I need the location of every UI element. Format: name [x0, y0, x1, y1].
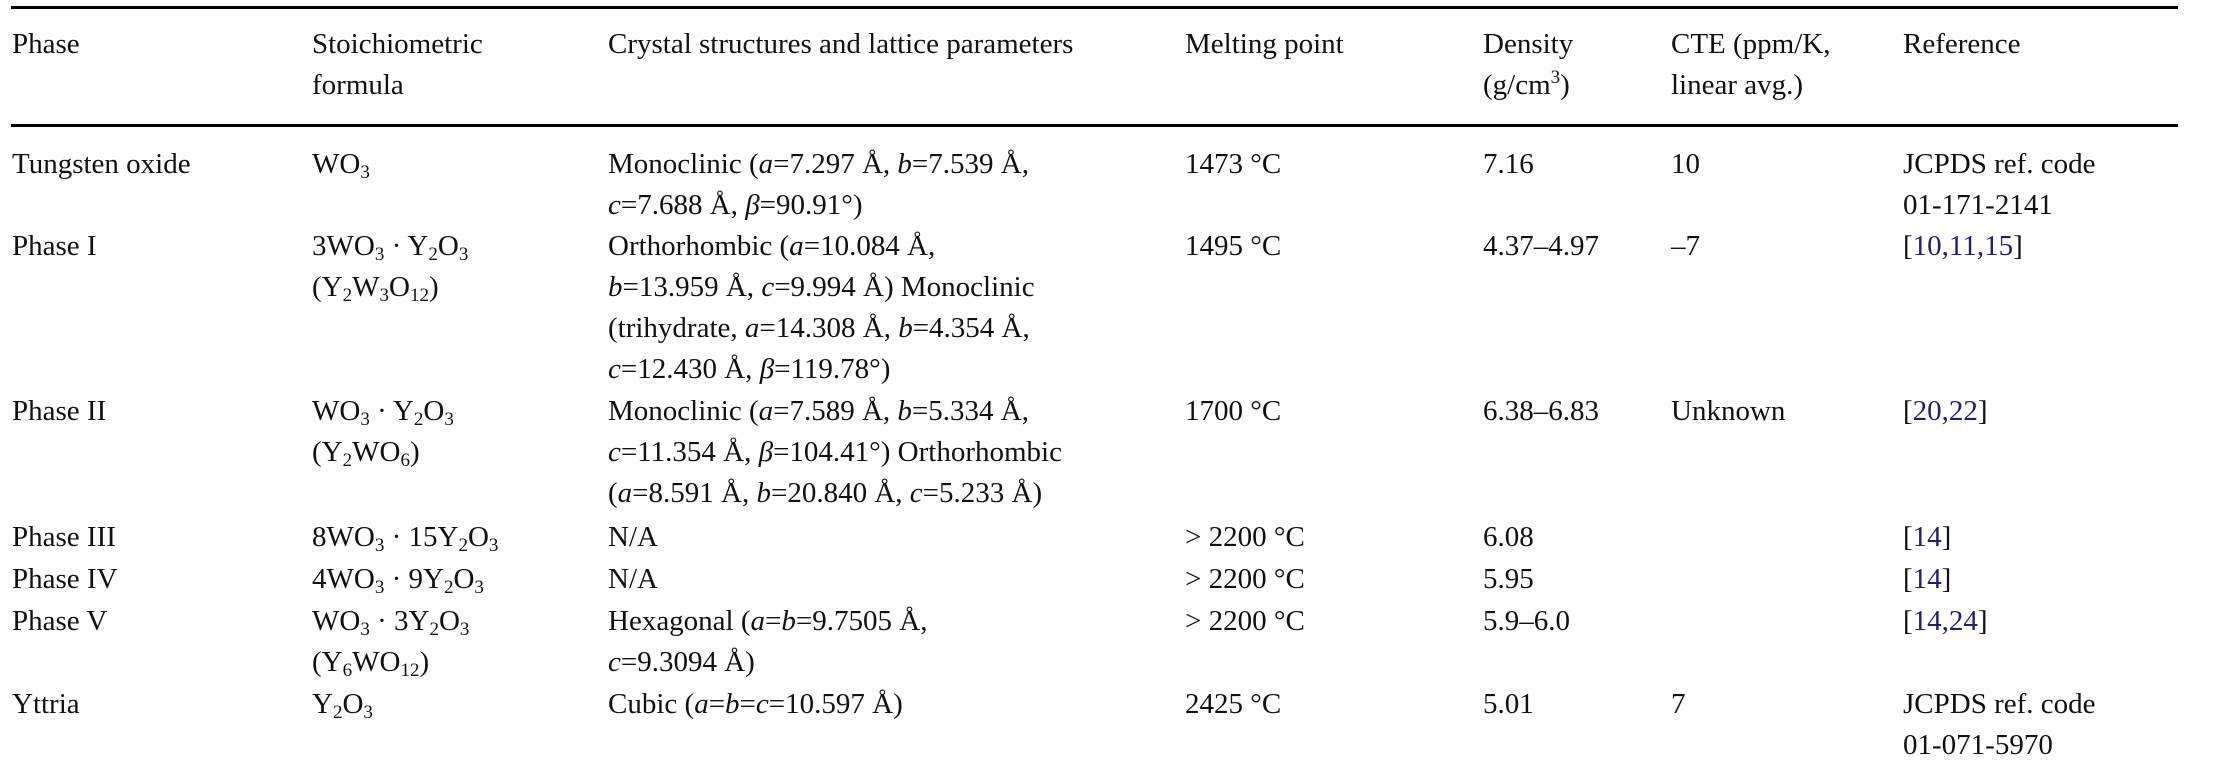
text-segment: [: [1903, 230, 1913, 262]
cell-reference: [1903, 517, 1951, 558]
text-segment: 10: [1671, 148, 1700, 180]
text-segment: [: [1903, 395, 1913, 427]
cell-melting-point: [1185, 684, 1281, 725]
cell-line: [1483, 559, 1534, 600]
text-segment: (trihydrate,: [608, 312, 745, 344]
subscript: 2: [429, 619, 439, 640]
text-segment: c: [909, 477, 923, 509]
header-formula: [312, 24, 483, 106]
cell-line: [1671, 684, 1686, 725]
text-segment: ]: [1941, 563, 1952, 595]
cell-formula: [312, 226, 468, 308]
cell-line: [12, 601, 107, 642]
text-segment: 5.95: [1483, 563, 1534, 595]
header-melting-point: [1185, 24, 1344, 65]
cell-line: [312, 601, 469, 642]
text-segment: · Y: [369, 395, 414, 427]
cell-line: [1671, 144, 1700, 185]
text-segment: –7: [1671, 230, 1700, 262]
cell-line: [1185, 144, 1281, 185]
text-segment: =119.78°): [774, 353, 891, 385]
cell-line: [1185, 684, 1281, 725]
table-header-rule: [11, 124, 2178, 127]
header-crystal: [608, 24, 1073, 65]
text-segment: c: [608, 189, 621, 221]
header-reference: [1903, 24, 2021, 65]
text-segment: a: [617, 477, 633, 509]
text-segment: WO: [312, 605, 361, 637]
subscript: 2: [443, 577, 454, 598]
text-segment: Monoclinic (: [608, 148, 759, 180]
cell-phase: [12, 559, 118, 600]
header-text: (g/cm: [1483, 69, 1551, 101]
subscript: 2: [428, 244, 438, 265]
text-segment: WO: [312, 148, 361, 180]
text-segment: ]: [1977, 395, 1988, 427]
text-segment: ): [409, 436, 420, 468]
text-segment: =8.591 Å,: [632, 477, 757, 509]
text-segment: b: [898, 312, 913, 344]
cell-line: [1483, 391, 1599, 432]
text-segment: b: [756, 477, 771, 509]
text-segment: =9.3094 Å): [620, 646, 755, 678]
subscript: 3: [374, 577, 385, 598]
text-segment: c: [761, 271, 775, 303]
text-segment: 01-171-2141: [1903, 189, 2053, 221]
text-segment: =14.308 Å,: [759, 312, 899, 344]
text-segment: (Y: [312, 436, 343, 468]
text-segment: b: [781, 605, 796, 637]
cell-reference: [1903, 601, 1988, 642]
text-segment: ]: [1941, 521, 1952, 553]
text-segment: O: [467, 521, 489, 553]
text-segment: b: [897, 148, 912, 180]
text-segment: =: [708, 688, 726, 720]
text-segment: c: [608, 646, 621, 678]
text-segment: · 15Y: [384, 521, 459, 553]
subscript: 3: [374, 244, 385, 265]
text-segment: ): [428, 271, 439, 303]
cell-line: [608, 308, 1035, 349]
cell-line: [1185, 517, 1305, 558]
text-segment: 3WO: [312, 230, 375, 262]
text-segment: > 2200 °C: [1185, 563, 1305, 595]
cell-melting-point: [1185, 559, 1305, 600]
subscript: 12: [409, 285, 429, 306]
cell-line: [312, 267, 468, 308]
header-text: ): [1560, 69, 1570, 101]
reference-link[interactable]: 10,11,15: [1912, 230, 2014, 262]
text-segment: > 2200 °C: [1185, 605, 1305, 637]
cell-reference: [1903, 144, 2096, 226]
subscript: 3: [444, 409, 454, 430]
cell-reference: [1903, 226, 2023, 267]
text-segment: JCPDS ref. code: [1903, 148, 2096, 180]
cell-line: [608, 642, 927, 683]
text-segment: =5.233 Å): [922, 477, 1043, 509]
text-segment: β: [758, 436, 774, 468]
text-segment: c: [608, 436, 621, 468]
cell-line: [12, 559, 118, 600]
text-segment: a: [758, 148, 774, 180]
cell-crystal-structure: [608, 226, 1035, 390]
cell-line: [1903, 725, 2096, 766]
text-segment: 4.37–4.97: [1483, 230, 1599, 262]
text-segment: ]: [2013, 230, 2023, 262]
subscript: 3: [360, 619, 370, 640]
header-label: Reference: [1903, 28, 2021, 60]
subscript: 12: [400, 660, 420, 681]
cell-cte: [1671, 144, 1700, 185]
cell-line: [608, 391, 1062, 432]
text-segment: WO: [312, 395, 361, 427]
text-segment: WO: [352, 436, 401, 468]
subscript: 3: [458, 244, 469, 265]
text-segment: a: [694, 688, 709, 720]
cell-phase: [12, 517, 116, 558]
text-segment: 6.38–6.83: [1483, 395, 1599, 427]
cell-line: [1483, 517, 1534, 558]
cell-phase: [12, 391, 106, 432]
text-segment: a: [789, 230, 804, 262]
text-segment: 7.16: [1483, 148, 1534, 180]
text-segment: =: [765, 605, 782, 637]
text-segment: =12.430 Å,: [620, 353, 760, 385]
cell-density: [1483, 517, 1534, 558]
text-segment: O: [437, 230, 459, 262]
text-segment: JCPDS ref. code: [1903, 688, 2096, 720]
text-segment: O: [388, 271, 410, 303]
cell-line: [12, 684, 80, 725]
table-top-rule: [11, 6, 2178, 9]
cell-melting-point: [1185, 517, 1305, 558]
cell-formula: [312, 601, 469, 683]
text-segment: ]: [1977, 605, 1988, 637]
cell-cte: [1671, 391, 1785, 432]
text-segment: Phase I: [12, 230, 97, 262]
text-segment: 7: [1671, 688, 1686, 720]
cell-line: [1903, 684, 2096, 725]
text-segment: =7.589 Å,: [773, 395, 898, 427]
cell-line: [608, 144, 1029, 185]
text-segment: =7.539 Å,: [911, 148, 1029, 180]
header-label: linear avg.): [1671, 69, 1804, 101]
text-segment: =7.688 Å,: [620, 189, 746, 221]
cell-line: [12, 517, 116, 558]
cell-line: [312, 226, 468, 267]
text-segment: W: [352, 271, 380, 303]
cell-line: [312, 144, 370, 185]
text-segment: =9.994 Å) Monoclinic: [774, 271, 1035, 303]
cell-line: [1903, 517, 1951, 558]
cell-density: [1483, 144, 1534, 185]
subscript: 2: [458, 535, 468, 556]
text-segment: N/A: [608, 563, 658, 595]
cell-formula: [312, 144, 370, 185]
text-segment: Phase III: [12, 521, 116, 553]
cell-line: [1671, 226, 1700, 267]
cell-crystal-structure: [608, 684, 903, 725]
text-segment: =13.959 Å,: [622, 271, 762, 303]
cell-line: [312, 559, 484, 600]
text-segment: · 3Y: [369, 605, 430, 637]
cell-density: [1483, 226, 1599, 267]
subscript: 3: [474, 577, 484, 598]
cell-line: [1903, 601, 1988, 642]
text-segment: a: [758, 395, 774, 427]
text-segment: Unknown: [1671, 395, 1786, 427]
text-segment: Monoclinic (: [608, 395, 759, 427]
cell-line: [608, 473, 1062, 514]
cell-density: [1483, 391, 1599, 432]
header-label: Stoichiometric: [312, 28, 483, 60]
cell-formula: [312, 517, 498, 558]
text-segment: 5.01: [1483, 688, 1534, 720]
cell-line: [312, 684, 373, 725]
cell-cte: [1671, 684, 1686, 725]
cell-crystal-structure: [608, 517, 658, 558]
text-segment: b: [897, 395, 912, 427]
cell-melting-point: [1185, 601, 1305, 642]
text-segment: (: [608, 477, 618, 509]
reference-link[interactable]: 14: [1912, 563, 1942, 595]
subscript: 3: [363, 702, 373, 723]
cell-line: [608, 559, 658, 600]
cell-line: [312, 432, 454, 473]
text-segment: O: [438, 605, 460, 637]
text-segment: =9.7505 Å,: [795, 605, 928, 637]
header-label: Density: [1483, 28, 1574, 60]
cell-melting-point: [1185, 226, 1281, 267]
cell-formula: [312, 684, 373, 725]
text-segment: > 2200 °C: [1185, 521, 1305, 553]
text-segment: =5.334 Å,: [911, 395, 1029, 427]
subscript: 3: [374, 535, 385, 556]
text-segment: =4.354 Å,: [912, 312, 1030, 344]
text-segment: Phase II: [12, 395, 107, 427]
cell-crystal-structure: [608, 601, 927, 683]
cell-phase: [12, 144, 191, 185]
text-segment: β: [759, 353, 775, 385]
cell-line: [1903, 144, 2096, 185]
text-segment: [: [1903, 521, 1913, 553]
header-label: formula: [312, 69, 404, 101]
cell-line: [1903, 559, 1951, 600]
cell-line: [1903, 391, 1988, 432]
cell-line: [608, 517, 658, 558]
text-segment: 01-071-5970: [1903, 729, 2053, 761]
cell-phase: [12, 226, 97, 267]
text-segment: ): [419, 646, 430, 678]
cell-line: [1903, 185, 2096, 226]
cell-crystal-structure: [608, 559, 658, 600]
text-segment: O: [342, 688, 364, 720]
text-segment: Y: [312, 688, 333, 720]
subscript: 3: [488, 535, 499, 556]
text-segment: · 9Y: [384, 563, 444, 595]
text-segment: b: [725, 688, 740, 720]
cell-line: [12, 226, 97, 267]
cell-formula: [312, 559, 484, 600]
cell-line: [12, 144, 191, 185]
cell-line: [312, 517, 498, 558]
text-segment: (Y: [312, 646, 343, 678]
text-segment: · Y: [384, 230, 429, 262]
subscript: 6: [400, 450, 410, 471]
cell-density: [1483, 559, 1534, 600]
header-label: [1483, 65, 1573, 106]
text-segment: β: [745, 189, 760, 221]
text-segment: Phase V: [12, 605, 108, 637]
cell-line: [1185, 391, 1281, 432]
subscript: 6: [342, 660, 353, 681]
cell-reference: [1903, 391, 1988, 432]
cell-density: [1483, 684, 1534, 725]
text-segment: a: [750, 605, 766, 637]
text-segment: Phase IV: [12, 563, 118, 595]
subscript: 2: [342, 450, 353, 471]
cell-line: [1185, 559, 1305, 600]
cell-density: [1483, 601, 1570, 642]
cell-line: [608, 185, 1029, 226]
text-segment: =90.91°): [759, 189, 863, 221]
text-segment: =20.840 Å,: [770, 477, 910, 509]
cell-line: [1483, 684, 1534, 725]
cell-line: [312, 642, 469, 683]
superscript: 3: [1550, 67, 1561, 88]
cell-cte: [1671, 226, 1700, 267]
reference-link[interactable]: 14: [1912, 521, 1942, 553]
text-segment: =10.597 Å): [768, 688, 903, 720]
text-segment: 6.08: [1483, 521, 1534, 553]
text-segment: Yttria: [12, 688, 80, 720]
subscript: 3: [360, 409, 370, 430]
header-cte: [1671, 24, 1831, 106]
cell-phase: [12, 684, 80, 725]
cell-line: [1483, 601, 1570, 642]
subscript: 3: [459, 619, 470, 640]
text-segment: c: [608, 353, 621, 385]
header-label: Melting point: [1185, 28, 1344, 60]
subscript: 2: [413, 409, 424, 430]
text-segment: a: [744, 312, 760, 344]
header-label: CTE (ppm/K,: [1671, 28, 1831, 60]
cell-crystal-structure: [608, 144, 1029, 226]
cell-line: [608, 267, 1035, 308]
header-label: Crystal structures and lattice parameters: [608, 28, 1074, 60]
text-segment: N/A: [608, 521, 658, 553]
text-segment: Hexagonal (: [608, 605, 751, 637]
text-segment: (Y: [312, 271, 343, 303]
reference-link[interactable]: 14,24: [1912, 605, 1978, 637]
text-segment: =: [739, 688, 756, 720]
text-segment: [: [1903, 563, 1913, 595]
text-segment: =7.297 Å,: [773, 148, 898, 180]
text-segment: 1473 °C: [1185, 148, 1282, 180]
text-segment: O: [453, 563, 475, 595]
subscript: 3: [379, 285, 389, 306]
text-segment: 1700 °C: [1185, 395, 1282, 427]
text-segment: Cubic (: [608, 688, 695, 720]
cell-reference: [1903, 559, 1951, 600]
cell-line: [608, 432, 1062, 473]
text-segment: WO: [352, 646, 401, 678]
text-segment: =10.084 Å,: [803, 230, 936, 262]
cell-line: [1185, 601, 1305, 642]
cell-line: [312, 391, 454, 432]
cell-line: [608, 601, 927, 642]
cell-crystal-structure: [608, 391, 1062, 514]
cell-line: [608, 684, 903, 725]
text-segment: Tungsten oxide: [12, 148, 191, 180]
reference-link[interactable]: 20,22: [1912, 395, 1978, 427]
cell-line: [1483, 144, 1534, 185]
subscript: 2: [332, 702, 343, 723]
cell-line: [1483, 226, 1599, 267]
header-phase: [12, 24, 80, 65]
subscript: 3: [360, 162, 370, 183]
text-segment: 2425 °C: [1185, 688, 1282, 720]
cell-formula: [312, 391, 454, 473]
text-segment: 8WO: [312, 521, 375, 553]
text-segment: 5.9–6.0: [1483, 605, 1570, 637]
text-segment: 4WO: [312, 563, 375, 595]
cell-line: [608, 349, 1035, 390]
cell-line: [12, 391, 106, 432]
text-segment: =104.41°) Orthorhombic: [773, 436, 1062, 468]
subscript: 2: [342, 285, 353, 306]
header-label: Phase: [12, 28, 80, 60]
cell-line: [1185, 226, 1281, 267]
cell-reference: [1903, 684, 2096, 766]
cell-line: [608, 226, 1035, 267]
text-segment: b: [608, 271, 623, 303]
cell-melting-point: [1185, 144, 1281, 185]
text-segment: [: [1903, 605, 1913, 637]
cell-line: [1903, 226, 2023, 267]
header-density: [1483, 24, 1573, 106]
text-segment: O: [423, 395, 445, 427]
cell-line: [1671, 391, 1785, 432]
text-segment: Orthorhombic (: [608, 230, 790, 262]
text-segment: c: [755, 688, 769, 720]
cell-melting-point: [1185, 391, 1281, 432]
text-segment: 1495 °C: [1185, 230, 1282, 262]
cell-phase: [12, 601, 107, 642]
text-segment: =11.354 Å,: [620, 436, 759, 468]
